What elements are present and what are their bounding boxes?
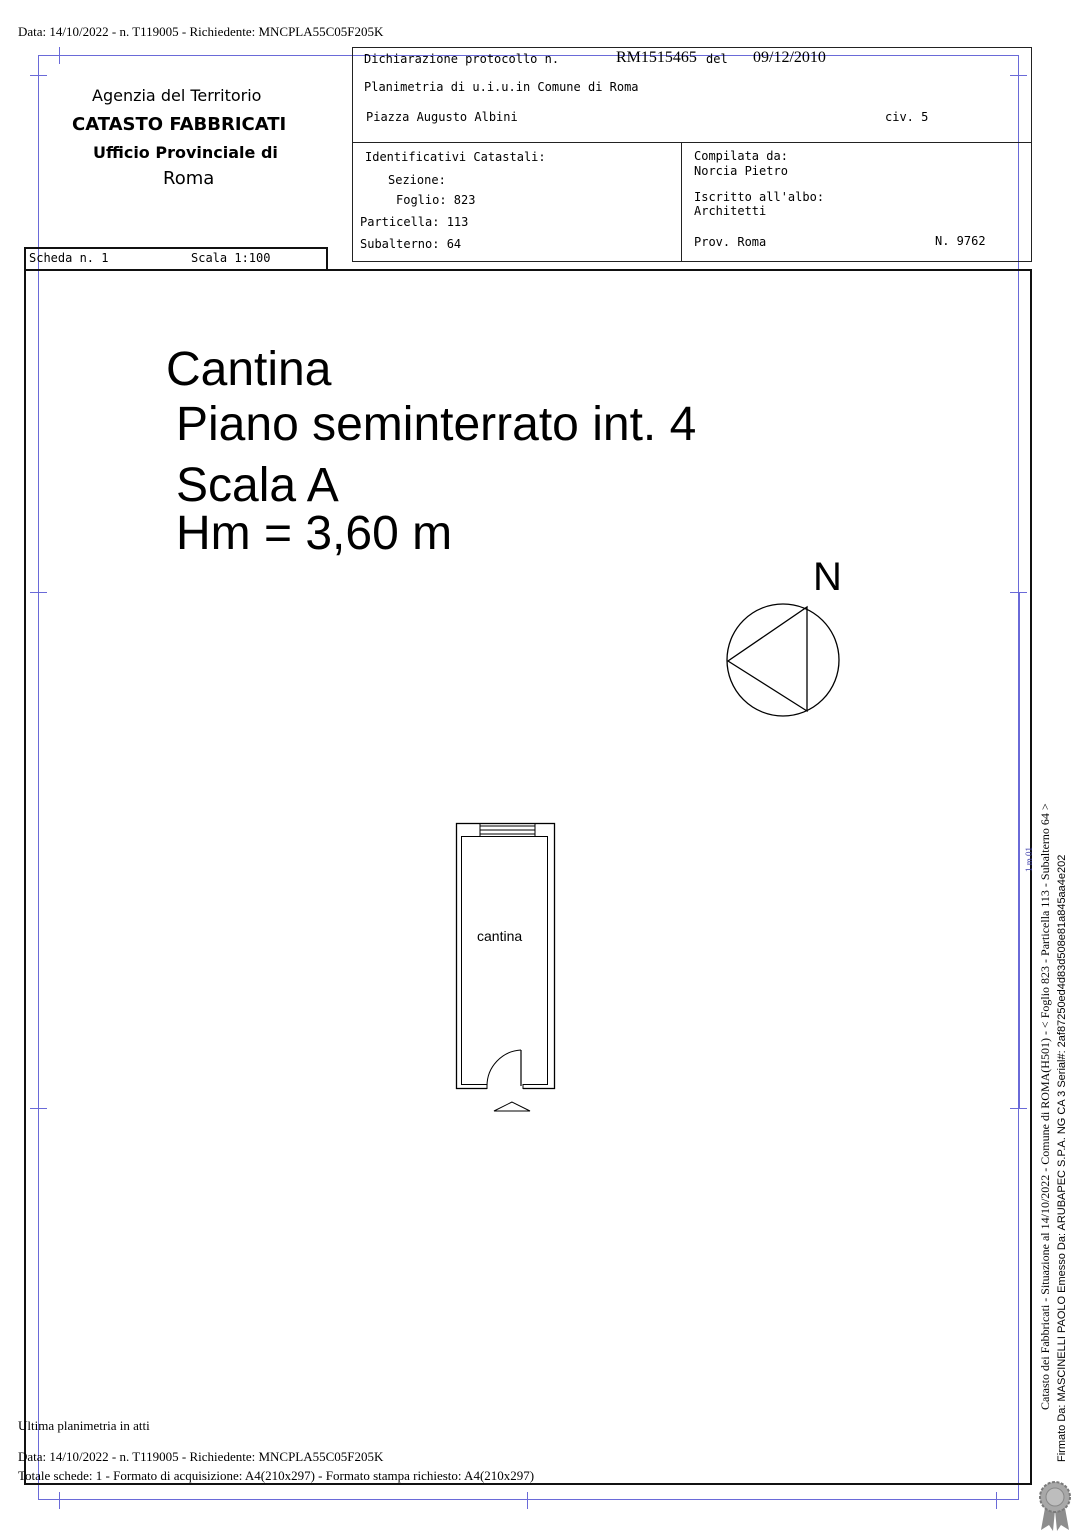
agency-office: Ufficio Provinciale di [93, 143, 278, 162]
room-label: cantina [477, 928, 523, 944]
guide-tick [59, 1492, 60, 1509]
guide-tick [996, 1492, 997, 1509]
compiled-name: Norcia Pietro [694, 164, 788, 178]
registration-number: N. 9762 [935, 234, 986, 248]
guide-tick [59, 47, 60, 64]
plan-description: Planimetria di u.i.u.in Comune di Roma [364, 80, 639, 94]
footer-date-line: Data: 14/10/2022 - n. T119005 - Richiedente: MNCPLA55C05F205K [18, 1449, 384, 1464]
particella: Particella: 113 [360, 215, 469, 229]
identifiers-title: Identificativi Catastali: [365, 150, 546, 164]
province: Prov. Roma [694, 235, 767, 249]
civic-number: civ. 5 [885, 110, 929, 124]
guide-bottom [38, 1499, 1019, 1500]
scheda-number: Scheda n. 1 [29, 251, 109, 265]
agency-name: Agenzia del Territorio [92, 86, 262, 105]
north-label: N [813, 555, 842, 599]
scheda-scale: Scala 1:100 [191, 251, 271, 265]
foglio: Foglio: 823 [396, 193, 476, 207]
protocol-number: RM1515465 [616, 49, 697, 66]
side-cadastre-text: Catasto dei Fabbricati - Situazione al 14/10/2022 - Comune di ROMA(H501) - < Foglio 823 - Particella 113 - Subalterno 64 > [1038, 803, 1052, 1410]
protocol-date: 09/12/2010 [753, 49, 826, 66]
scale-mark-label: 1 m 01 [1024, 846, 1034, 872]
scale-guide-line [1018, 592, 1020, 1108]
header-date-line: Data: 14/10/2022 - n. T119005 - Richiedente: MNCPLA55C05F205K [18, 24, 384, 39]
floor-plan [450, 818, 565, 1118]
agency-catasto: CATASTO FABBRICATI [72, 114, 287, 135]
footer-totals: Totale schede: 1 - Formato di acquisizione: A4(210x297) - Formato stampa richiesto: A4(210x297) [18, 1468, 535, 1483]
agency-city: Roma [163, 168, 215, 189]
last-plan-note: Ultima planimetria in atti [18, 1418, 150, 1433]
seal-icon [1033, 1478, 1077, 1532]
del-label: del [706, 52, 728, 66]
address: Piazza Augusto Albini [366, 110, 518, 124]
side-signature-text: Firmato Da: MASCINELLI PAOLO Emesso Da: ARUBAPEC S.P.A. NG CA 3 Serial#: 2af87250ed4d83d508e81a845aa4e202 [1056, 854, 1068, 1462]
albo-value: Architetti [694, 204, 767, 218]
guide-tick [527, 1492, 528, 1509]
drawing-title-height: Hm = 3,60 m [176, 507, 453, 560]
albo-label: Iscritto all'albo: [694, 190, 825, 204]
drawing-title-scala: Scala A [176, 459, 339, 512]
compiled-label: Compilata da: [694, 149, 788, 163]
protocol-label: Dichiarazione protocollo n. [364, 52, 560, 66]
drawing-title-cantina: Cantina [166, 343, 332, 396]
guide-tick [30, 75, 47, 76]
subalterno: Subalterno: 64 [360, 237, 462, 251]
north-arrow-icon [720, 598, 846, 722]
sezione: Sezione: [388, 173, 446, 187]
drawing-title-floor: Piano seminterrato int. 4 [176, 398, 697, 451]
